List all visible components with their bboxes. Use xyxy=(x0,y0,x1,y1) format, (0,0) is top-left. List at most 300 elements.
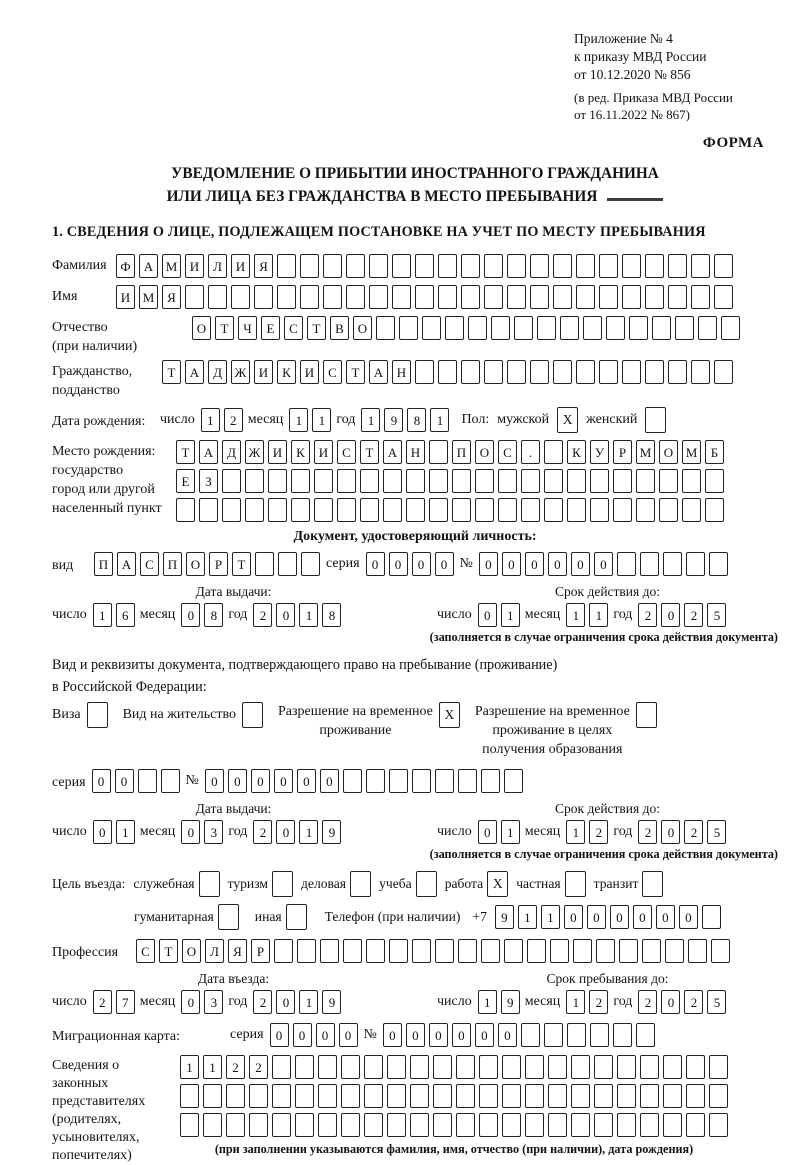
form-cell xyxy=(721,316,740,340)
form-cell: 0 xyxy=(525,552,544,576)
form-cell xyxy=(525,1055,544,1079)
form-cell xyxy=(452,498,471,522)
purpose-transit-checkbox xyxy=(642,871,663,897)
form-cell xyxy=(682,469,701,493)
form-cell: М xyxy=(139,285,158,309)
form-cell: 0 xyxy=(320,769,339,793)
legal-reps-note: (при заполнении указываются фамилия, имя, отчество (при наличии), дата рождения) xyxy=(214,1142,694,1156)
identity-doc-number-cells xyxy=(479,552,728,576)
surname-row xyxy=(52,254,778,278)
temporary-residence-education-label-line-1: Разрешение на временное xyxy=(474,704,630,719)
form-cell xyxy=(521,469,540,493)
form-cell: 2 xyxy=(253,603,272,627)
form-cell: 0 xyxy=(293,1023,312,1047)
form-cell: С xyxy=(323,360,342,384)
section1-heading: 1. СВЕДЕНИЯ О ЛИЦЕ, ПОДЛЕЖАЩЕМ ПОСТАНОВКЕ НА УЧЕТ ПО МЕСТУ ПРЕБЫВАНИЯ xyxy=(52,224,706,240)
appendix-edition-block xyxy=(574,89,776,123)
identity-doc-valid-half xyxy=(415,584,778,627)
form-cell xyxy=(389,939,408,963)
form-cell: С xyxy=(337,440,356,464)
form-cell: 0 xyxy=(383,1023,402,1047)
form-cell: И xyxy=(268,440,287,464)
phone-prefix: +7 xyxy=(472,909,487,924)
form-cell xyxy=(640,1084,659,1108)
form-cell xyxy=(300,285,319,309)
form-cell xyxy=(521,1023,540,1047)
form-cell xyxy=(682,498,701,522)
form-cell xyxy=(698,316,717,340)
form-cell xyxy=(663,1113,682,1137)
form-cell xyxy=(479,1055,498,1079)
form-cell xyxy=(295,1055,314,1079)
phone-cells xyxy=(495,905,721,929)
form-cell xyxy=(594,1055,613,1079)
form-cell: 0 xyxy=(656,905,675,929)
identity-valid-day-cells xyxy=(478,603,520,627)
form-cell: 2 xyxy=(684,603,703,627)
form-cell: 2 xyxy=(224,408,243,432)
birth-place-label-line-4: населенный пункт xyxy=(52,501,162,516)
form-cell: 0 xyxy=(661,603,680,627)
stay-until-date xyxy=(437,990,778,1014)
birth-place-label xyxy=(52,440,176,518)
form-cell xyxy=(323,254,342,278)
form-cell: 9 xyxy=(384,408,403,432)
purpose-humanitarian-option xyxy=(134,904,239,930)
form-cell xyxy=(645,360,664,384)
form-cell xyxy=(410,1084,429,1108)
temporary-residence-education-label xyxy=(475,702,630,759)
form-cell xyxy=(383,498,402,522)
form-cell: 0 xyxy=(435,552,454,576)
purpose-work-checkbox: X xyxy=(487,871,508,897)
form-cell: Е xyxy=(261,316,280,340)
form-cell xyxy=(548,1084,567,1108)
form-cell xyxy=(583,316,602,340)
entry-date-header: Дата въезда: xyxy=(197,971,270,986)
form-cell: 1 xyxy=(518,905,537,929)
form-cell xyxy=(245,469,264,493)
form-cell xyxy=(268,469,287,493)
form-cell xyxy=(484,285,503,309)
form-cell xyxy=(504,769,523,793)
form-cell: 2 xyxy=(226,1055,245,1079)
legal-reps-row xyxy=(52,1055,778,1165)
form-cell: 0 xyxy=(679,905,698,929)
form-cell xyxy=(599,285,618,309)
firstname-cells xyxy=(116,285,733,309)
form-cell xyxy=(272,1113,291,1137)
form-cell xyxy=(255,552,274,576)
appendix-line-3: от 10.12.2020 № 856 xyxy=(574,67,691,82)
form-cell xyxy=(686,1055,705,1079)
form-cell xyxy=(599,360,618,384)
form-cell xyxy=(364,1055,383,1079)
form-cell xyxy=(525,1113,544,1137)
legal-reps-cells-row-1 xyxy=(180,1055,728,1079)
residence-doc-issue-half xyxy=(52,801,415,844)
form-cell: 8 xyxy=(322,603,341,627)
form-cell xyxy=(461,360,480,384)
form-cell xyxy=(617,552,636,576)
form-cell xyxy=(366,939,385,963)
form-cell xyxy=(458,939,477,963)
legal-reps-label-line-3: представителях xyxy=(52,1094,146,1109)
form-cell: А xyxy=(117,552,136,576)
form-cell xyxy=(663,1055,682,1079)
form-cell xyxy=(617,1084,636,1108)
day-word: число xyxy=(160,412,195,427)
form-cell xyxy=(530,360,549,384)
residence-doc-valid-date xyxy=(437,820,778,844)
form-cell xyxy=(291,469,310,493)
birth-place-label-line-3: город или другой xyxy=(52,482,155,497)
visa-option xyxy=(52,702,108,728)
form-cell xyxy=(278,552,297,576)
form-cell xyxy=(387,1055,406,1079)
form-cell xyxy=(691,285,710,309)
birth-place-cells-row-2 xyxy=(176,469,724,493)
form-cell: Н xyxy=(392,360,411,384)
form-cell xyxy=(567,1023,586,1047)
residence-issue-month-cells xyxy=(181,820,223,844)
form-cell: 1 xyxy=(93,603,112,627)
residence-doc-series-cells xyxy=(92,769,180,793)
stay-day-cells xyxy=(478,990,520,1014)
form-cell: Т xyxy=(159,939,178,963)
legal-reps-cells-stack xyxy=(180,1055,728,1137)
gender-female-label: женский xyxy=(586,412,638,427)
form-cell xyxy=(617,1113,636,1137)
year-word: год xyxy=(228,607,248,622)
form-cell xyxy=(429,498,448,522)
month-word: месяц xyxy=(139,607,176,622)
form-cell: 0 xyxy=(274,769,293,793)
form-cell: М xyxy=(636,440,655,464)
purpose-label: Цель въезда: xyxy=(52,876,126,891)
form-cell xyxy=(387,1113,406,1137)
form-cell xyxy=(590,469,609,493)
temporary-residence-option xyxy=(278,702,460,740)
purpose-study-option xyxy=(379,871,437,897)
form-cell: К xyxy=(567,440,586,464)
form-cell: О xyxy=(475,440,494,464)
form-cell xyxy=(665,939,684,963)
form-cell xyxy=(438,254,457,278)
form-cell xyxy=(456,1113,475,1137)
form-cell: 0 xyxy=(205,769,224,793)
citizenship-label-line-2: подданство xyxy=(52,383,120,398)
day-word: число xyxy=(437,607,472,622)
form-cell xyxy=(688,939,707,963)
temporary-residence-checkbox: X xyxy=(439,702,460,728)
residence-doc-validity-note: (заполняется в случае ограничения срока действия документа) xyxy=(429,847,778,861)
form-cell xyxy=(369,285,388,309)
residence-doc-number-label: № xyxy=(185,773,199,788)
form-cell: А xyxy=(383,440,402,464)
form-cell: З xyxy=(199,469,218,493)
form-cell xyxy=(663,1084,682,1108)
form-cell xyxy=(277,254,296,278)
identity-doc-row xyxy=(52,552,778,576)
form-cell: 1 xyxy=(312,408,331,432)
form-cell xyxy=(530,285,549,309)
form-cell xyxy=(376,316,395,340)
year-word: год xyxy=(336,412,356,427)
birth-year-cells xyxy=(361,408,449,432)
form-cell: Б xyxy=(705,440,724,464)
identity-doc-heading: Документ, удостоверяющий личность: xyxy=(293,529,537,544)
form-cell xyxy=(337,469,356,493)
form-cell: Ч xyxy=(238,316,257,340)
form-cell xyxy=(504,939,523,963)
residence-doc-number-cells xyxy=(205,769,523,793)
purpose-other-option xyxy=(255,904,307,930)
migration-card-series-cells xyxy=(270,1023,358,1047)
stay-until-header: Срок пребывания до: xyxy=(546,971,669,986)
identity-issue-day-cells xyxy=(93,603,135,627)
month-word: месяц xyxy=(139,994,176,1009)
birth-place-cells-stack xyxy=(176,440,724,522)
form-cell: И xyxy=(116,285,135,309)
form-cell xyxy=(525,1084,544,1108)
firstname-row xyxy=(52,285,778,309)
form-cell: С xyxy=(136,939,155,963)
year-word: год xyxy=(613,824,633,839)
form-cell: Т xyxy=(346,360,365,384)
form-cell: 0 xyxy=(429,1023,448,1047)
form-cell: К xyxy=(291,440,310,464)
form-cell xyxy=(709,1084,728,1108)
citizenship-label xyxy=(52,360,162,400)
form-cell xyxy=(433,1055,452,1079)
day-word: число xyxy=(52,994,87,1009)
residence-doc-valid-header: Срок действия до: xyxy=(555,801,660,816)
profession-row xyxy=(52,939,778,963)
form-cell: Я xyxy=(162,285,181,309)
form-cell: 1 xyxy=(566,820,585,844)
purpose-business-option xyxy=(301,871,371,897)
residence-doc-valid-half xyxy=(415,801,778,844)
form-cell xyxy=(640,1055,659,1079)
form-cell: 0 xyxy=(633,905,652,929)
form-cell: 2 xyxy=(638,820,657,844)
residence-doc-intro-line-2: в Российской Федерации: xyxy=(52,679,207,695)
form-cell xyxy=(346,254,365,278)
form-cell xyxy=(527,939,546,963)
form-cell xyxy=(435,939,454,963)
day-word: число xyxy=(52,824,87,839)
form-cell: . xyxy=(521,440,540,464)
form-cell xyxy=(231,285,250,309)
form-cell xyxy=(573,939,592,963)
form-cell: М xyxy=(682,440,701,464)
form-cell: А xyxy=(185,360,204,384)
surname-cells xyxy=(116,254,733,278)
form-cell: 6 xyxy=(116,603,135,627)
year-word: год xyxy=(613,994,633,1009)
identity-doc-type-cells xyxy=(94,552,320,576)
form-cell xyxy=(456,1084,475,1108)
form-cell xyxy=(300,254,319,278)
form-cell xyxy=(491,316,510,340)
form-title-line-1: УВЕДОМЛЕНИЕ О ПРИБЫТИИ ИНОСТРАННОГО ГРАЖДАНИНА xyxy=(171,165,659,182)
form-cell: 0 xyxy=(610,905,629,929)
form-cell xyxy=(410,1055,429,1079)
form-title-line-2: ИЛИ ЛИЦА БЕЗ ГРАЖДАНСТВА В МЕСТО ПРЕБЫВАНИЯ xyxy=(166,188,598,205)
form-cell xyxy=(544,469,563,493)
citizenship-cells xyxy=(162,360,733,384)
form-cell xyxy=(613,498,632,522)
temporary-residence-education-label-line-2: проживание в целях xyxy=(492,723,613,738)
form-cell: 1 xyxy=(566,603,585,627)
form-cell: 1 xyxy=(501,603,520,627)
form-cell xyxy=(514,316,533,340)
form-cell: С xyxy=(140,552,159,576)
form-cell xyxy=(272,1084,291,1108)
form-cell xyxy=(406,469,425,493)
form-cell: 0 xyxy=(297,769,316,793)
form-cell xyxy=(507,360,526,384)
form-cell: 1 xyxy=(541,905,560,929)
entry-day-cells xyxy=(93,990,135,1014)
form-cell: О xyxy=(186,552,205,576)
month-word: месяц xyxy=(524,607,561,622)
form-cell xyxy=(567,498,586,522)
form-cell xyxy=(613,1023,632,1047)
form-cell xyxy=(438,285,457,309)
form-cell: 0 xyxy=(181,990,200,1014)
purpose-other-label: иная xyxy=(254,909,282,924)
form-cell xyxy=(410,1113,429,1137)
form-cell xyxy=(392,254,411,278)
month-word: месяц xyxy=(139,824,176,839)
form-cell: Е xyxy=(176,469,195,493)
form-cell xyxy=(484,360,503,384)
form-cell: 2 xyxy=(638,990,657,1014)
form-cell xyxy=(668,254,687,278)
form-cell xyxy=(433,1113,452,1137)
form-cell xyxy=(652,316,671,340)
temporary-residence-education-option xyxy=(475,702,657,759)
form-cell: 0 xyxy=(339,1023,358,1047)
form-cell: 0 xyxy=(93,820,112,844)
residence-doc-dates-row xyxy=(52,801,778,844)
form-cell xyxy=(291,498,310,522)
form-cell: 0 xyxy=(475,1023,494,1047)
profession-label: Профессия xyxy=(52,944,119,960)
form-cell: 1 xyxy=(299,603,318,627)
form-cell xyxy=(675,316,694,340)
year-word: год xyxy=(613,607,633,622)
form-cell xyxy=(406,498,425,522)
form-cell xyxy=(642,939,661,963)
form-cell xyxy=(268,498,287,522)
form-cell xyxy=(337,498,356,522)
form-cell xyxy=(415,360,434,384)
form-cell: 1 xyxy=(566,990,585,1014)
form-cell: Т xyxy=(162,360,181,384)
form-cell xyxy=(619,939,638,963)
form-cell xyxy=(686,552,705,576)
year-word: год xyxy=(228,824,248,839)
form-cell xyxy=(550,939,569,963)
form-cell xyxy=(596,939,615,963)
form-cell xyxy=(318,1055,337,1079)
form-cell xyxy=(199,498,218,522)
form-cell xyxy=(705,469,724,493)
form-cell: 0 xyxy=(452,1023,471,1047)
form-cell xyxy=(594,1084,613,1108)
form-cell xyxy=(366,769,385,793)
purpose-row-1 xyxy=(52,871,778,897)
birth-place-label-line-2: государство xyxy=(52,463,124,478)
residence-doc-intro-line-1: Вид и реквизиты документа, подтверждающего право на пребывание (проживание) xyxy=(52,657,558,673)
form-cell xyxy=(468,316,487,340)
form-cell: 5 xyxy=(707,820,726,844)
form-cell xyxy=(594,1113,613,1137)
purpose-other-checkbox xyxy=(286,904,307,930)
residence-valid-year-cells xyxy=(638,820,726,844)
form-cell: П xyxy=(94,552,113,576)
form-cell xyxy=(502,1055,521,1079)
form-cell xyxy=(705,498,724,522)
visa-label: Виза xyxy=(52,707,81,722)
purpose-work-option xyxy=(445,871,509,897)
form-cell: 0 xyxy=(276,990,295,1014)
birth-date-group xyxy=(160,408,449,432)
form-cell xyxy=(709,552,728,576)
identity-doc-valid-header: Срок действия до: xyxy=(555,584,660,599)
form-cell: 2 xyxy=(684,990,703,1014)
form-cell: 0 xyxy=(479,552,498,576)
form-cell: 0 xyxy=(251,769,270,793)
form-cell: 0 xyxy=(406,1023,425,1047)
form-cell xyxy=(553,254,572,278)
form-cell xyxy=(320,939,339,963)
residence-doc-options-row xyxy=(52,702,778,759)
form-cell xyxy=(590,498,609,522)
identity-issue-month-cells xyxy=(181,603,223,627)
stay-month-cells xyxy=(566,990,608,1014)
entry-dates-row xyxy=(52,971,778,1014)
form-cell xyxy=(544,498,563,522)
form-cell xyxy=(203,1084,222,1108)
form-cell: 8 xyxy=(204,603,223,627)
form-cell: 9 xyxy=(322,990,341,1014)
temporary-residence-education-checkbox xyxy=(636,702,657,728)
form-cell xyxy=(461,285,480,309)
citizenship-label-line-1: Гражданство, xyxy=(52,364,133,379)
residence-valid-day-cells xyxy=(478,820,520,844)
form-cell: С xyxy=(284,316,303,340)
form-cell: А xyxy=(199,440,218,464)
forma-label: ФОРМА xyxy=(702,135,764,151)
form-cell xyxy=(507,254,526,278)
title-blank-underline xyxy=(607,198,663,201)
purpose-business-checkbox xyxy=(350,871,371,897)
migration-card-label: Миграционная карта: xyxy=(52,1028,181,1044)
form-cell xyxy=(369,254,388,278)
form-cell xyxy=(180,1084,199,1108)
legal-reps-label-line-2: законных xyxy=(52,1076,109,1091)
form-cell xyxy=(383,469,402,493)
form-cell xyxy=(567,469,586,493)
form-cell xyxy=(599,254,618,278)
form-cell: 0 xyxy=(181,603,200,627)
form-cell: Я xyxy=(254,254,273,278)
form-cell: Р xyxy=(613,440,632,464)
